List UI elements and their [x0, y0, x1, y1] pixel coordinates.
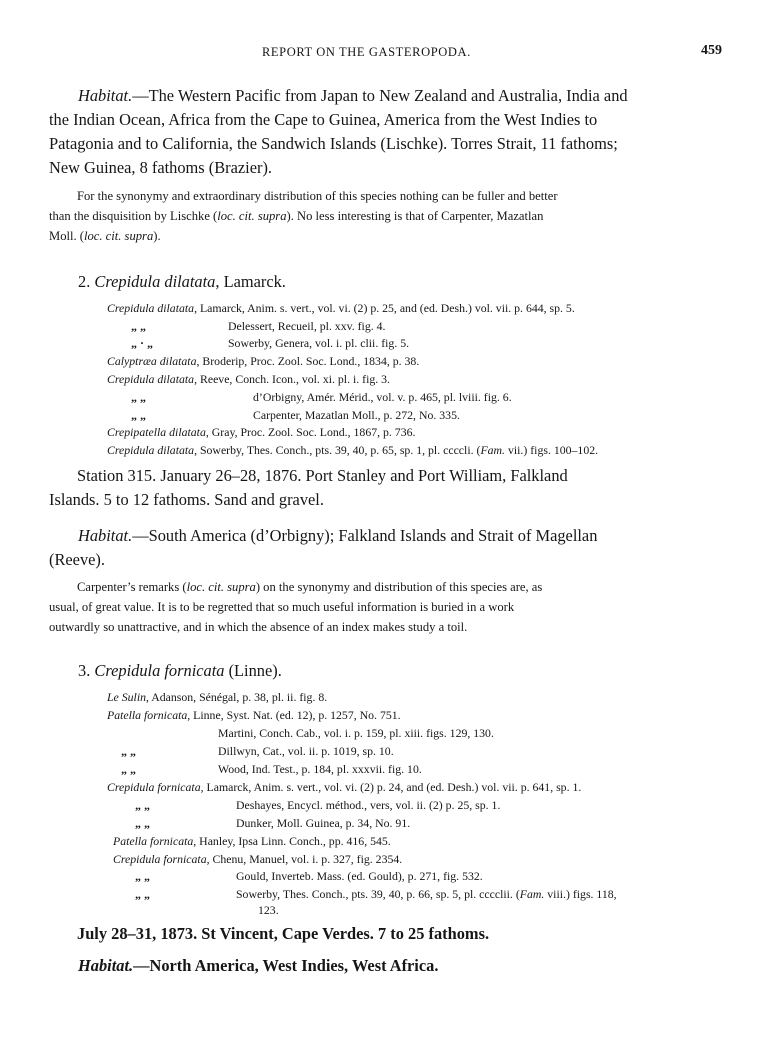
- synonymy-line: Patella fornicata, Linne, Syst. Nat. (ed. 12), p. 1257, No. 751.: [107, 708, 401, 722]
- habitat-label: Habitat.: [78, 956, 134, 975]
- ditto-marks: „ „: [135, 816, 150, 830]
- synonymy-line: Crepidula dilatata, Lamarck, Anim. s. vert., vol. vi. (2) p. 25, and (ed. Desh.) vol. vii. p. 644, sp. 5.: [107, 301, 575, 315]
- synonymy-line: Patella fornicata, Hanley, Ipsa Linn. Conch., pp. 416, 545.: [113, 834, 391, 848]
- ditto-marks: „ · „: [131, 336, 154, 350]
- ditto-marks: „ „: [135, 869, 150, 883]
- habitat-label: Habitat.: [78, 86, 133, 105]
- note-line: than the disquisition by Lischke (loc. cit. supra). No less interesting is that of Carpenter, Mazatlan: [49, 209, 544, 223]
- synonymy-line: Deshayes, Encycl. méthod., vers, vol. ii. (2) p. 25, sp. 1.: [236, 798, 501, 812]
- synonymy-line: Carpenter, Mazatlan Moll., p. 272, No. 335.: [253, 408, 460, 422]
- species-heading: 3. Crepidula fornicata (Linne).: [78, 661, 282, 680]
- synonymy-line: Crepidula dilatata, Sowerby, Thes. Conch., pts. 39, 40, p. 65, sp. 1, pl. ccccli. (Fam. vii.) figs. 100–102.: [107, 443, 599, 457]
- ditto-marks: „ „: [131, 390, 146, 404]
- ditto-marks: „ „: [135, 887, 150, 901]
- synonymy-line: Sowerby, Thes. Conch., pts. 39, 40, p. 66, sp. 5, pl. cccclii. (Fam. viii.) figs. 118,: [236, 887, 617, 901]
- habitat-paragraph-line: Habitat.—The Western Pacific from Japan to New Zealand and Australia, India and: [78, 86, 628, 105]
- running-header: REPORT ON THE GASTEROPODA.: [262, 45, 471, 59]
- ditto-marks: „ „: [121, 762, 136, 776]
- page-number: 459: [701, 43, 722, 58]
- note-line: outwardly so unattractive, and in which the absence of an index makes study a toil.: [49, 620, 468, 634]
- habitat-paragraph-line: New Guinea, 8 fathoms (Brazier).: [49, 158, 273, 177]
- station-line: Station 315. January 26–28, 1876. Port Stanley and Port William, Falkland: [77, 466, 568, 485]
- note-line: Moll. (loc. cit. supra).: [49, 229, 161, 243]
- note-line: usual, of great value. It is to be regretted that so much useful information is buried in a work: [49, 600, 515, 614]
- note-line: Carpenter’s remarks (loc. cit. supra) on the synonymy and distribution of this species are, as: [77, 580, 543, 594]
- station-line: Islands. 5 to 12 fathoms. Sand and gravel.: [49, 490, 324, 509]
- synonymy-line: Crepidula dilatata, Reeve, Conch. Icon., vol. xi. pl. i. fig. 3.: [107, 372, 390, 386]
- synonymy-line: Crepidula fornicata, Lamarck, Anim. s. vert., vol. vi. (2) p. 24, and (ed. Desh.) vol. vii. p. 641, sp. 1.: [107, 780, 582, 794]
- ditto-marks: „ „: [121, 744, 136, 758]
- ditto-marks: „ „: [135, 798, 150, 812]
- synonymy-line: Crepipatella dilatata, Gray, Proc. Zool. Soc. Lond., 1867, p. 736.: [107, 425, 416, 439]
- habitat-paragraph-line: Habitat.—North America, West Indies, West Africa.: [78, 956, 439, 975]
- note-line: For the synonymy and extraordinary distribution of this species nothing can be fuller and better: [77, 189, 558, 203]
- habitat-label: Habitat.: [78, 526, 133, 545]
- habitat-paragraph-line: the Indian Ocean, Africa from the Cape to Guinea, America from the West Indies to: [49, 110, 598, 129]
- ditto-marks: „ „: [131, 408, 146, 422]
- synonymy-line: Dunker, Moll. Guinea, p. 34, No. 91.: [236, 816, 411, 830]
- synonymy-line: Delessert, Recueil, pl. xxv. fig. 4.: [228, 319, 386, 333]
- habitat-paragraph-line: (Reeve).: [49, 550, 105, 569]
- synonymy-line: Le Sulin, Adanson, Sénégal, p. 38, pl. ii. fig. 8.: [107, 690, 328, 704]
- synonymy-line: Martini, Conch. Cab., vol. i. p. 159, pl. xiii. figs. 129, 130.: [218, 726, 494, 740]
- synonymy-line: d’Orbigny, Amér. Mérid., vol. v. p. 465, pl. lviii. fig. 6.: [253, 390, 512, 404]
- synonymy-line: Calyptræa dilatata, Broderip, Proc. Zool. Soc. Lond., 1834, p. 38.: [107, 354, 420, 368]
- synonymy-line: Sowerby, Genera, vol. i. pl. clii. fig. 5.: [228, 336, 410, 350]
- synonymy-line: Dillwyn, Cat., vol. ii. p. 1019, sp. 10.: [218, 744, 394, 758]
- synonymy-line: Wood, Ind. Test., p. 184, pl. xxxvii. fig. 10.: [218, 762, 422, 776]
- ditto-marks: „ „: [131, 319, 146, 333]
- habitat-paragraph-line: Patagonia and to California, the Sandwich Islands (Lischke). Torres Strait, 11 fathoms;: [49, 134, 618, 153]
- synonymy-line: Crepidula fornicata, Chenu, Manuel, vol. i. p. 327, fig. 2354.: [113, 852, 403, 866]
- synonymy-line: Gould, Inverteb. Mass. (ed. Gould), p. 271, fig. 532.: [236, 869, 483, 883]
- species-heading: 2. Crepidula dilatata, Lamarck.: [78, 272, 286, 291]
- station-line: July 28–31, 1873. St Vincent, Cape Verdes. 7 to 25 fathoms.: [77, 924, 490, 943]
- synonymy-continuation: 123.: [258, 903, 279, 917]
- habitat-paragraph-line: Habitat.—South America (d’Orbigny); Falkland Islands and Strait of Magellan: [78, 526, 598, 545]
